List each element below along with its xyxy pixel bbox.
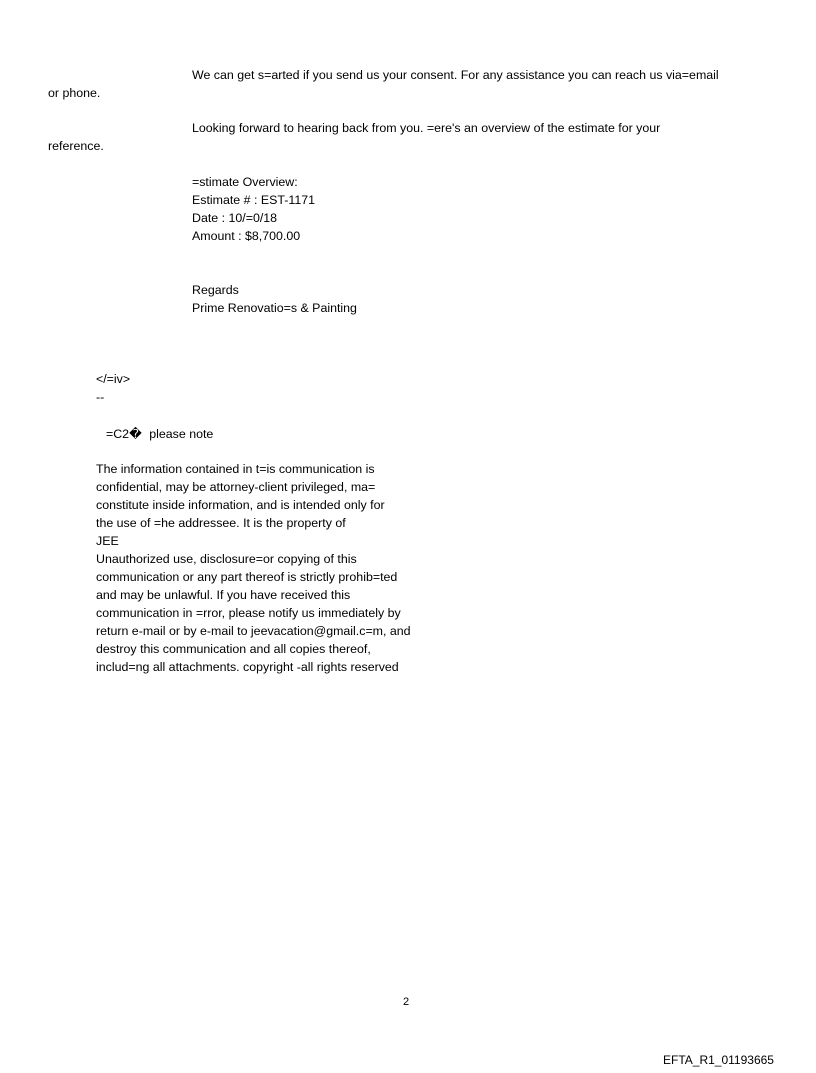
please-note-text: please note <box>149 427 214 441</box>
looking-forward-line-wrap: reference. <box>48 139 104 153</box>
disclaimer-line: communication or any part thereof is strictly prohib=ted <box>96 570 398 584</box>
estimate-overview <box>192 173 315 245</box>
estimate-amount: Amount : $8,700.00 <box>192 229 301 243</box>
estimate-number: Estimate # : EST-1171 <box>192 193 316 207</box>
disclaimer-line: The information contained in t=is communication is <box>96 462 375 476</box>
disclaimer-line: the use of =he addressee. It is the property of <box>96 516 346 530</box>
disclaimer-line: destroy this communication and all copies thereof, <box>96 642 371 656</box>
signature-separator: -- <box>96 390 105 404</box>
disclaimer-line: confidential, may be attorney-client privileged, ma= <box>96 480 376 494</box>
disclaimer-line: Unauthorized use, disclosure=or copying of this <box>96 552 357 566</box>
document-id: EFTA_R1_01193665 <box>663 1053 774 1067</box>
looking-forward-line: Looking forward to hearing back from you. =ere's an overview of the estimate for your <box>192 121 661 135</box>
estimate-heading: =stimate Overview: <box>192 175 298 189</box>
disclaimer-line: return e-mail or by e-mail to jeevacation@gmail.c=m, and <box>96 624 411 638</box>
regards-text: Regards <box>192 283 239 297</box>
estimate-date: Date : 10/=0/18 <box>192 211 278 225</box>
confidentiality-disclaimer <box>96 460 456 676</box>
consent-line: We can get s=arted if you send us your consent. For any assistance you can reach us via=email <box>192 68 719 82</box>
disclaimer-line: communication in =rror, please notify us immediately by <box>96 606 401 620</box>
disclaimer-line: and may be unlawful. If you have received this <box>96 588 351 602</box>
disclaimer-line: JEE <box>96 534 119 548</box>
disclaimer-line: includ=ng all attachments. copyright -all rights reserved <box>96 660 399 674</box>
encoding-artifact: =C2� <box>106 427 142 441</box>
page-number: 2 <box>403 996 410 1008</box>
company-name: Prime Renovatio=s & Painting <box>192 301 357 315</box>
disclaimer-line: constitute inside information, and is intended only for <box>96 498 385 512</box>
please-note-line <box>106 425 213 443</box>
consent-line-wrap: or phone. <box>48 86 101 100</box>
signature-block <box>192 281 357 317</box>
html-artifact-div-close: </=iv> <box>96 372 131 386</box>
